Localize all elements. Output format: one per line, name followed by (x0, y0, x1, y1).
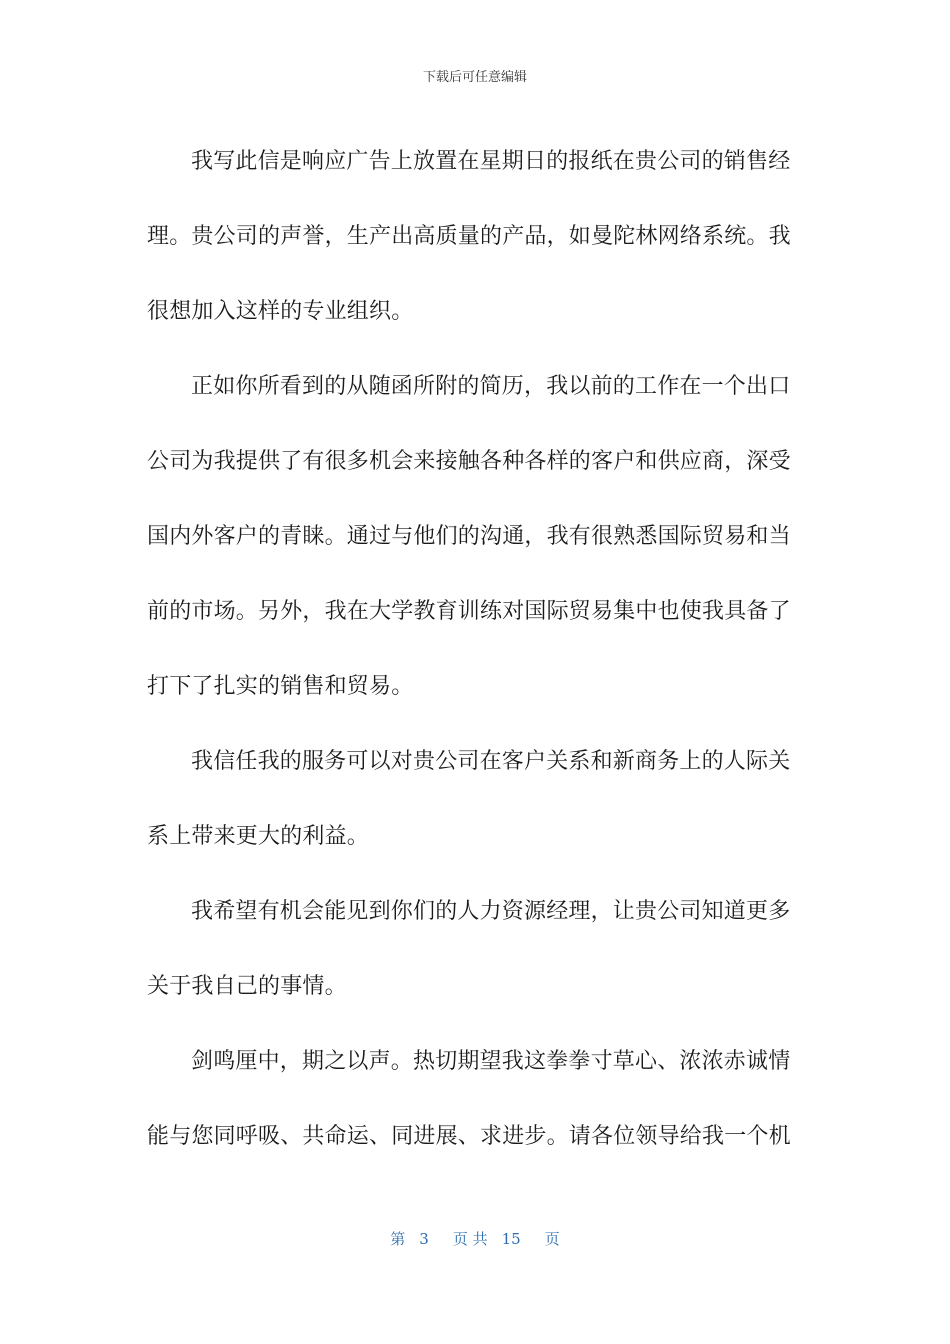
footer-suffix: 页 (544, 1230, 560, 1248)
text-line: 正如你所看到的从随函所附的简历，我以前的工作在一个出口 (191, 374, 791, 399)
paragraph-2 (147, 349, 795, 724)
footer-middle: 页 共 (452, 1230, 488, 1248)
paragraph-5 (147, 1024, 795, 1174)
text-line: 国内外客户的青睐。通过与他们的沟通，我有很熟悉国际贸易和当 (147, 524, 791, 549)
paragraph-1 (147, 124, 795, 349)
text-line: 很想加入这样的专业组织。 (147, 299, 414, 324)
footer-page-number: 3 (419, 1230, 429, 1248)
text-line: 理。贵公司的声誉，生产出高质量的产品，如曼陀林网络系统。我 (147, 224, 791, 249)
text-line: 我写此信是响应广告上放置在星期日的报纸在贵公司的销售经 (191, 149, 791, 174)
document-body (147, 124, 795, 1174)
text-line: 关于我自己的事情。 (147, 974, 347, 999)
header-text: 下载后可任意编辑 (422, 70, 527, 85)
text-line: 系上带来更大的利益。 (147, 824, 370, 849)
text-line: 打下了扎实的销售和贸易。 (147, 674, 414, 699)
footer-prefix: 第 (390, 1230, 406, 1248)
text-line: 能与您同呼吸、共命运、同进展、求进步。请各位领导给我一个机 (147, 1124, 791, 1149)
text-line: 我信任我的服务可以对贵公司在客户关系和新商务上的人际关 (191, 749, 791, 774)
text-line: 公司为我提供了有很多机会来接触各种各样的客户和供应商，深受 (147, 449, 791, 474)
page-footer (0, 1228, 950, 1249)
text-line: 前的市场。另外，我在大学教育训练对国际贸易集中也使我具备了 (147, 599, 791, 624)
text-line: 我希望有机会能见到你们的人力资源经理，让贵公司知道更多 (191, 899, 791, 924)
paragraph-3 (147, 724, 795, 874)
page-header (0, 66, 950, 85)
footer-total-pages: 15 (501, 1230, 521, 1248)
paragraph-4 (147, 874, 795, 1024)
text-line: 剑鸣厘中，期之以声。热切期望我这拳拳寸草心、浓浓赤诚情 (191, 1049, 791, 1074)
